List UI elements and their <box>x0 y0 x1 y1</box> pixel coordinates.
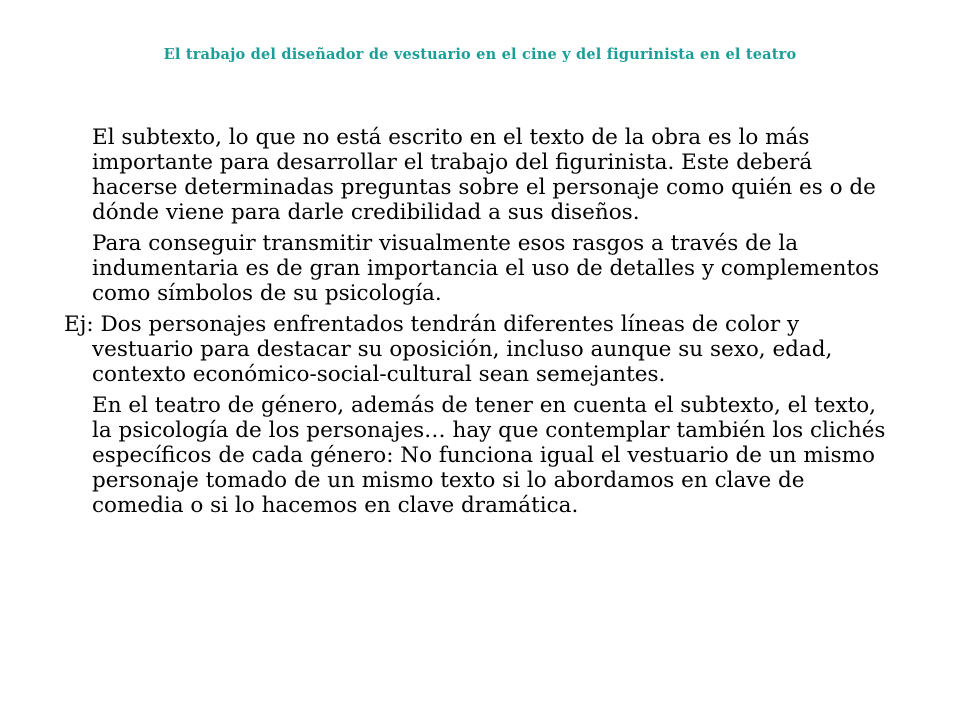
paragraph-transmitir: Para conseguir transmitir visualmente esos rasgos a través de la indumentaria es de gran importancia el uso de detalles y complementos como símbolos de su psicología. <box>92 231 880 306</box>
slide-body <box>64 125 894 524</box>
paragraph-subtexto: El subtexto, lo que no está escrito en el texto de la obra es lo más importante para desarrollar el trabajo del figurinista. Este deberá hacerse determinadas preguntas sobre el personaje como quién es o de dónde viene para darle credibilidad a sus diseños. <box>92 125 876 225</box>
paragraph-ejemplo: Ej: Dos personajes enfrentados tendrán diferentes líneas de color y vestuario para destacar su oposición, incluso aunque su sexo, edad, contexto económico-social-cultural sean semejantes. <box>64 312 833 387</box>
slide-title: El trabajo del diseñador de vestuario en el cine y del figurinista en el teatro <box>163 46 797 63</box>
paragraph-teatro-genero: En el teatro de género, además de tener en cuenta el subtexto, el texto, la psicología de los personajes… hay que contemplar también los clichés específicos de cada género: No funciona igual el vestuario de un mismo personaje tomado de un mismo texto si lo abordamos en clave de comedia o si lo hacemos en clave dramática. <box>92 393 886 518</box>
